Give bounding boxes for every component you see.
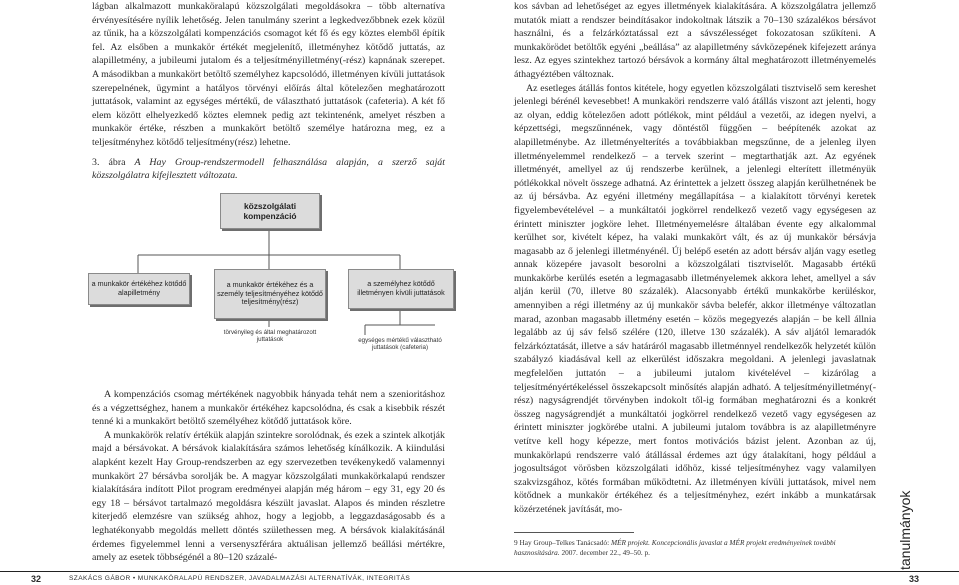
footnote-text: Hay Group–Telkes Tanácsadó: [519,538,610,547]
figure-label: 3. ábra [92,156,126,168]
left-column-lower [92,388,445,565]
right-column [514,0,876,517]
footnote-number: 9 [514,538,518,547]
left-column [92,0,445,183]
figure-caption [92,156,445,183]
diagram-right-sub: egységes mértékű választható juttatások (cafeteria) [358,337,442,352]
footnote-tail: 2007. december 22., 49–50. p. [561,547,651,557]
running-title: SZAKÁCS GÁBOR • MUNKAKÖRALAPÚ RENDSZER, JAVADALMAZÁSI ALTERNATÍVÁK, INTEGRITÁS [69,575,411,582]
paragraph: kos sávban ad lehetőséget az egyes illetmények kialakítására. A közszolgálatra jellemző mutatók miatt a rendszer beindításakor indokoltnak látszik a 70–130 százalékos bérsávot használni, és a felzárkóztatással ezt a sávszélességet fokozatosan szűkíteni. A munkakörödet betöltők egyéni „beállása” az alapilletmény sávközepének kifejezett aránya lesz. Az egyes szintekhez tartozó bérsávok a kormány által meghatározott illetményemelés áthagyéztében változnak. [514,1,876,80]
page-number-left: 32 [31,574,42,584]
paragraph: A munkakörök relatív értékük alapján szintekre sorolódnak, és ezek a szintek alkotják majd a bérsávokat. A bérsávok kialakítására számos lehetőség kínálkozik. A kiindulási alapként kezelt Hay Group-rendszerben az egy szervezetben tevékenykedő valamennyi munkakört 27 bérsávba sorolják be. A magyar közszolgálati munkakörkalapú rendszer kialakítására indított Pilot program eredményei alapján még három – egy 31, egy 20 és egy 18 – bérsávot tartalmazó megoldásra készült javaslat. Alapos és minden részletre kiterjedő elemzésre van szükség ahhoz, hogy a legjobb, a leggazdaságosabb és a leghatékonyabb megoldás mellett döntés születhessen meg. A bérsávok kialakításánál érdemes figyelemmel lenni a versenyszférára aktuálisan jellemző beállási mértékre, amely az esetek többségénél a 80–120 százalé- [92,429,445,564]
compensation-diagram [80,185,458,375]
diagram-top-box: közszolgálati kompenzáció [220,193,320,229]
diagram-left-box: a munkakör értékéhez kötődő alapilletmény [88,273,190,305]
page-footer [0,571,959,585]
footnote-title: MÉR projekt. Koncepcionális javaslat a MÉR projekt eredményeinek további hasznosítására. [514,538,836,557]
diagram-right-box: a személyhez kötődő illetményen kívüli juttatások [348,269,454,309]
diagram-middle-sub: törvényileg és által meghatározott juttatások [223,329,317,344]
footnote-divider [514,532,634,533]
paragraph: A kompenzációs csomag mértékének nagyobbik hányada tehát nem a szenioritáshoz és a végzettséghez, hanem a munkakör értékéhez kapcsolódna, és csak a kisebbik részét tenné ki a munkakört betöltő személyéhez kötődő juttatások köre. [92,389,445,428]
diagram-middle-box: a munkakör értékéhez és a személy teljesítményéhez kötődő teljesítmény(rész) [214,269,326,319]
section-side-label: tanulmányok [897,490,913,570]
paragraph: Az esetleges átállás fontos kitétele, hogy egyetlen közszolgálati tisztviselő sem kereshet jelenlegi bérénél kevesebbet! A munkaköri rendszerre való átállás viszont azt jelenti, hogy az olyan, eddig kötelezően adott pótlékok, mint például a vezetői, az idegen nyelvi, a képzettségi, megszűnnének, vagy döntéstől függően – beépítenék azokat az alapilletménybe. Az illetményelterítés a továbbiakban megszűnne, de a jelenleg ilyen illetményelemmel rendelkező – a tervek szerint – megtarthatják azt. Az egyének illetményét, amellyel az új rendszerbe kerülnek, a jelenlegi elterített illetményük pótlékokkal növelt összege adhatná. Az érintettek a jelzett összeg alapján kerülhetnének be az új bérsávba. Az egyéni illetmény megállapítása – a kialakított törvényi keretek figyelembevételével – a munkáltatói jogkörrel rendelkező vezető vagy egységesen az érintett miniszter jogköre lehet. Illetményemelésre általában évente egy alkalommal kerülhet sor, kivételt képez, ha valaki munkakört vált, és az új munkakör bérsávja magasabb az ő jelenlegi illetményénél. Új belépő esetén az adott bérsáv alján vagy esetleg annak közepére javasolt besorolni a közszolgálati tisztviselőt. Magasabb értékű munkakörbe kerülés esetén a legmagasabb illetményelemek akkora lehet, amellyel a sáv alján kerül (70, illetve 80 százalék). Alacsonyabb értékű munkakörbe kerüléskor, amennyiben a régi illetmény az új munkakör sávba belefér, akkor illetménye változatlan marad, azonban magasabb illetmény esetén – közös megegyezés alapján – be kell állnia legalább az új sáv felső szélére (120, illetve 130 százalék). A sáv aljától lemaradók felzárkóztatását, illetve a sáv határáról magasabb illetménnyel rendelkezők helyzetét külön szabályzó kiadásával kell az elkerülést időszakra megoldani. A jelenlegi javaslatnak megfelelően juttatón – a jubileumi jutalom kivételével – kizárólag a teljesítményértékeléssel összekapcsolt minősítés alapján adható. A teljesítményilletmény(-rész) nagyságrendjét törvényben indokolt től-ig formában meghatározni és a konkrét összeg nagyságrendjét a munkáltatói jogkörrel rendelkező vezető vagy egységesen az érintett miniszter jogkörébe utalni. A jubileumi jutalom továbbra is az alapilletményre vetítve kell hogy képezze, mert fontos motivációs bázist jelent. Azonban az új, munkakörlapú rendszerre való átállással érdemes azt úgy átalakítani, hogy például a jogosultságot vörösben közszolgálati időhöz, kissé teljesítményhez vagy valamilyen szakvizsgához, kötés formában működtetni. Az illetményen kívüli juttatások, mivel nem kötődnek a munkakör értékéhez és a teljesítményhez, ezért inkább a munkatársak közérzetének javítását, mo- [514,82,876,515]
footnote [514,538,876,557]
figure-caption-text: A Hay Group-rendszermodell felhasználása alapján, a szerző saját közszolgálatra kifejlesztett változata. [92,156,445,182]
page-number-right: 33 [909,574,920,584]
paragraph: lágban alkalmazott munkaköralapú közszolgálati megoldásokra – több alternatíva érvényesítésére nyílik lehetőség. Jelen tanulmány szerint a legkedvezőbbnek ezek közül az tűnik, ha a közszolgálati kompenzációs csomagot két fő és egy köztes elemből építik fel. Az elsőben a munkakör értékét megjelenítő, illetményhez kötődő juttatás, az alapilletmény, a jubileumi jutalom és a teljesítményilletmény(-rész) kapnának szerepet. A másodikban a munkakört betöltő személyhez kapcsolódó, illetményen kívüli juttatások szerepelnének, ügymint a hatályos törvényi előírás által kötelezően meghatározott juttatások, valamint az egységes mértékű, de választható juttatások (cafeteria). A két fő elem között elhelyezkedő köztes elemnek pedig azt tekintenénk, amelyet részben a munkakör értéke, részben a munkakört betöltő személye határozna meg, ez a teljesítményhez kötődő teljesítmény(rész) lehetne. [92,1,445,148]
